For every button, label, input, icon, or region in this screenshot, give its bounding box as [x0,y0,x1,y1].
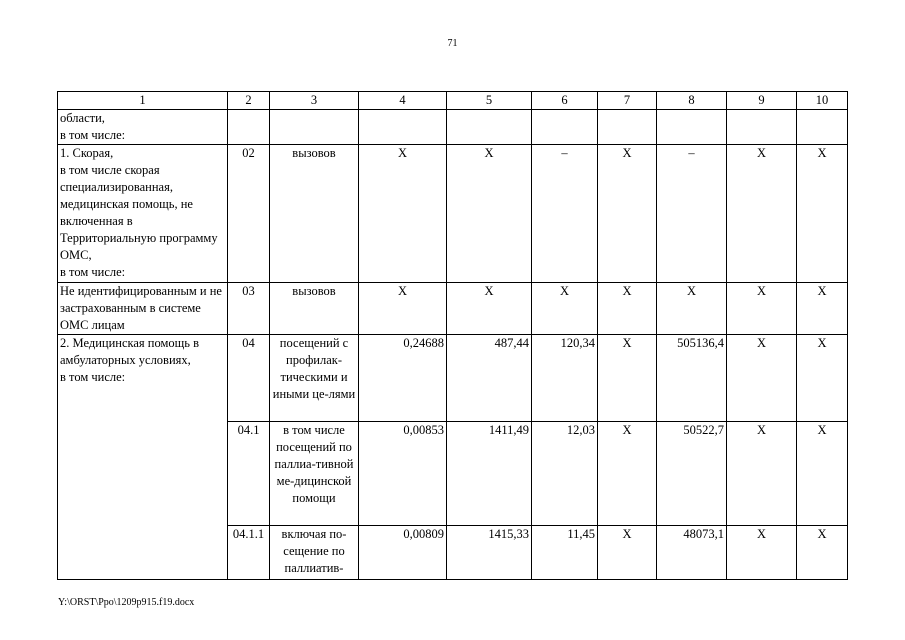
cell-col7 [598,110,657,145]
cell-col9: X [727,422,797,526]
cell-col7: X [598,335,657,422]
cell-col4 [359,110,447,145]
header-cell: 4 [359,92,447,110]
row-code: 04 [228,335,270,422]
row-unit: включая по-сещение по паллиатив- [270,526,359,580]
row-name: 2. Медицинская помощь в амбулаторных условиях, в том числе: [58,335,228,580]
header-cell: 8 [657,92,727,110]
cell-col8: – [657,145,727,283]
cell-col8: 50522,7 [657,422,727,526]
cell-col6: 11,45 [532,526,598,580]
row-code [228,110,270,145]
cell-col10: X [797,335,848,422]
table-row [58,145,848,283]
row-unit: вызовов [270,145,359,283]
cell-col9: X [727,145,797,283]
table-header-row [58,92,848,110]
row-code: 04.1 [228,422,270,526]
cell-col8: 48073,1 [657,526,727,580]
cell-col8: X [657,283,727,335]
row-unit [270,110,359,145]
cell-col4: X [359,145,447,283]
cell-col10: X [797,145,848,283]
row-code: 03 [228,283,270,335]
header-cell: 3 [270,92,359,110]
cell-col4: 0,00853 [359,422,447,526]
cell-col10: X [797,283,848,335]
row-unit: вызовов [270,283,359,335]
header-cell: 10 [797,92,848,110]
cell-col5: 1411,49 [447,422,532,526]
cell-col7: X [598,283,657,335]
header-cell: 6 [532,92,598,110]
cell-col5: 487,44 [447,335,532,422]
row-name: области, в том числе: [58,110,228,145]
cell-col10 [797,110,848,145]
cell-col8: 505136,4 [657,335,727,422]
page-number: 71 [447,38,458,49]
header-cell: 1 [58,92,228,110]
cell-col9: X [727,335,797,422]
cell-col4: 0,24688 [359,335,447,422]
row-code: 04.1.1 [228,526,270,580]
footer-file-path: Y:\ORST\Ppo\1209p915.f19.docx [58,597,195,608]
row-name: Не идентифицированным и не застрахованным в системе ОМС лицам [58,283,228,335]
cell-col4: X [359,283,447,335]
cell-col6: X [532,283,598,335]
cell-col5: X [447,283,532,335]
cell-col7: X [598,422,657,526]
cell-col5: 1415,33 [447,526,532,580]
data-table [57,91,848,580]
header-cell: 9 [727,92,797,110]
row-code: 02 [228,145,270,283]
table-row [58,110,848,145]
cell-col9 [727,110,797,145]
cell-col6: 12,03 [532,422,598,526]
row-name: 1. Скорая, в том числе скорая специализированная, медицинская помощь, не включенная в Территориальную программу ОМС, в том числе: [58,145,228,283]
row-unit: в том числе посещений по паллиа-тивной ме-дицинской помощи [270,422,359,526]
cell-col6: – [532,145,598,283]
cell-col6: 120,34 [532,335,598,422]
table-row [58,335,848,422]
cell-col6 [532,110,598,145]
row-unit: посещений с профилак-тическими и иными це-лями [270,335,359,422]
header-cell: 5 [447,92,532,110]
cell-col5 [447,110,532,145]
cell-col10: X [797,526,848,580]
header-cell: 2 [228,92,270,110]
cell-col7: X [598,526,657,580]
cell-col7: X [598,145,657,283]
cell-col10: X [797,422,848,526]
cell-col5: X [447,145,532,283]
header-cell: 7 [598,92,657,110]
table-row [58,283,848,335]
cell-col8 [657,110,727,145]
cell-col9: X [727,283,797,335]
cell-col4: 0,00809 [359,526,447,580]
cell-col9: X [727,526,797,580]
